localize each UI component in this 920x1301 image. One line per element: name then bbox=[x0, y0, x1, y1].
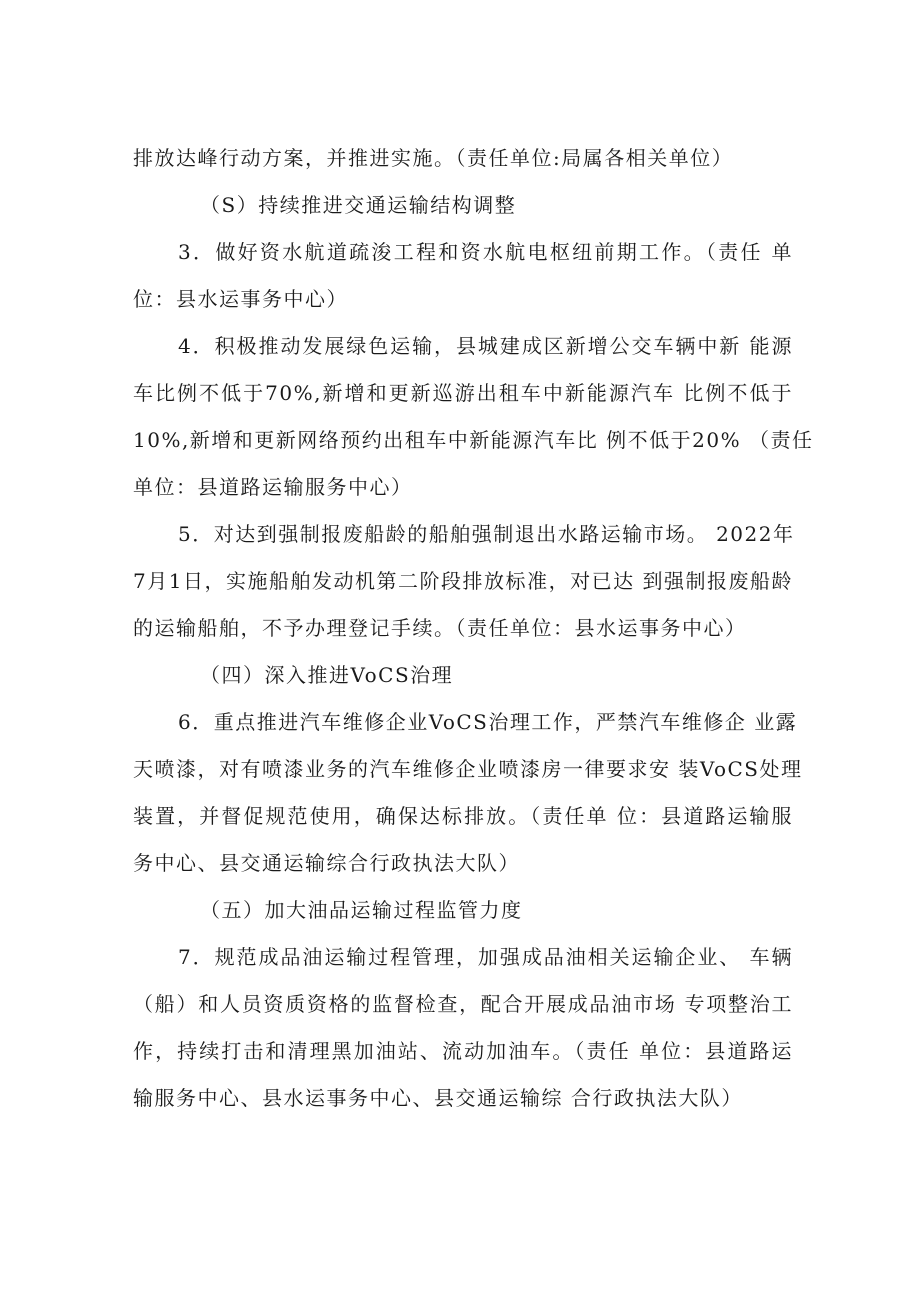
item-4-line-3: 10%,新增和更新网络预约出租车中新能源汽车比 例不低于20% （责任 bbox=[133, 428, 814, 452]
item-6-line-4: 务中心、县交通运输综合行政执法大队） bbox=[133, 851, 520, 875]
section-heading-5: （五）加大油品运输过程监管力度 bbox=[200, 898, 523, 922]
section-heading-3: （S）持续推进交通运输结构调整 bbox=[200, 193, 517, 217]
item-5-line-3: 的运输船舶，不予办理登记手续。（责任单位：县水运事务中心） bbox=[133, 616, 747, 640]
item-6-line-3: 装置，并督促规范使用，确保达标排放。（责任单 位：县道路运输服 bbox=[133, 804, 793, 828]
item-5-line-2: 7月1日，实施船舶发动机第二阶段排放标准，对已达 到强制报废船龄 bbox=[133, 569, 793, 593]
item-4-line-4: 单位：县道路运输服务中心） bbox=[133, 475, 413, 499]
item-7-line-4: 输服务中心、县水运事务中心、县交通运输综 合行政执法大队） bbox=[133, 1086, 743, 1110]
item-5-line-1: 5．对达到强制报废船龄的船舶强制退出水路运输市场。 2022年 bbox=[178, 522, 795, 546]
item-4-line-2: 车比例不低于70%,新增和更新巡游出租车中新能源汽车 比例不低于 bbox=[133, 381, 793, 405]
item-3-line-2: 位：县水运事务中心） bbox=[133, 287, 348, 311]
item-6-line-1: 6．重点推进汽车维修企业VoCS治理工作，严禁汽车维修企 业露 bbox=[178, 710, 798, 734]
item-7-line-1: 7．规范成品油运输过程管理，加强成品油相关运输企业、 车辆 bbox=[178, 945, 793, 969]
item-6-line-2: 天喷漆，对有喷漆业务的汽车维修企业喷漆房一律要求安 装VoCS处理 bbox=[133, 757, 803, 781]
paragraph-line: 排放达峰行动方案，并推进实施。（责任单位:局属各相关单位） bbox=[133, 146, 734, 170]
item-3-line-1: 3．做好资水航道疏浚工程和资水航电枢纽前期工作。（责任 单 bbox=[178, 240, 793, 264]
item-7-line-3: 作，持续打击和清理黑加油站、流动加油车。（责任 单位：县道路运 bbox=[133, 1039, 793, 1063]
item-7-line-2: （船）和人员资质资格的监督检查，配合开展成品油市场 专项整治工 bbox=[133, 992, 793, 1016]
section-heading-4: （四）深入推进VoCS治理 bbox=[200, 663, 454, 687]
item-4-line-1: 4．积极推动发展绿色运输，县城建成区新增公交车辆中新 能源 bbox=[178, 334, 793, 358]
